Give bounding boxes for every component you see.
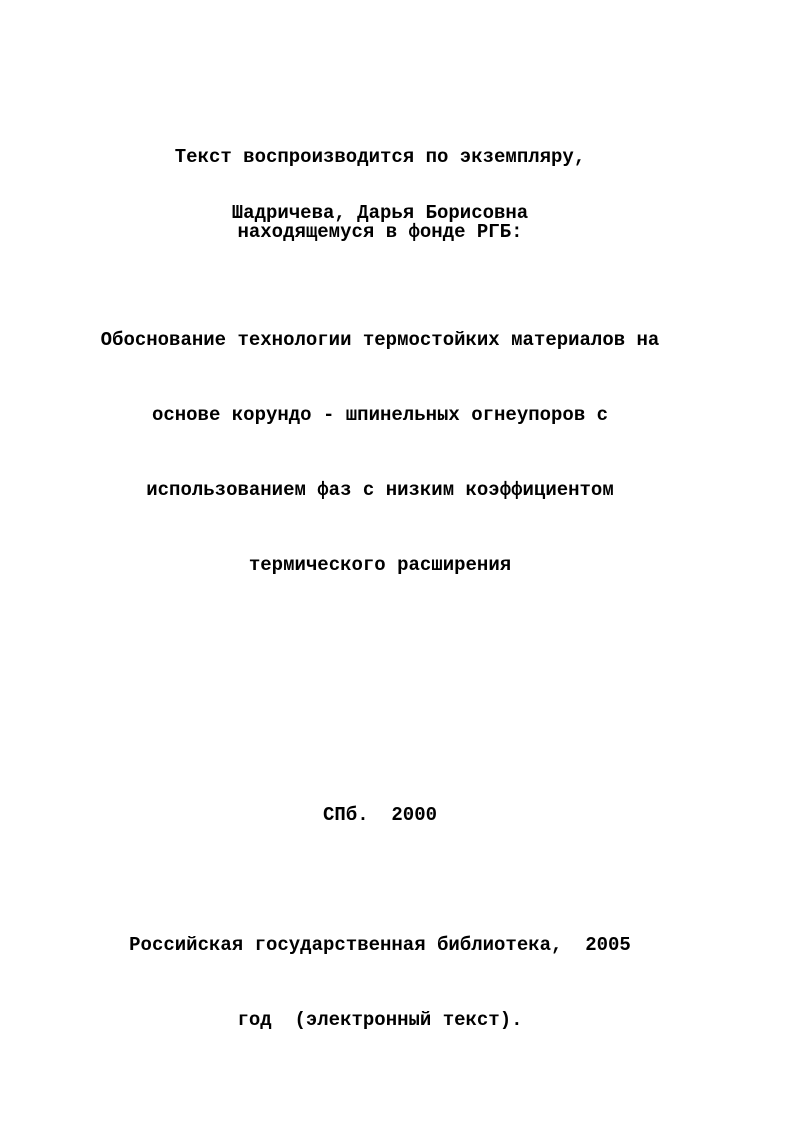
footer-line: год (электронный текст). xyxy=(237,1009,523,1031)
author-name: Шадричева, Дарья Борисовна xyxy=(231,202,529,224)
source-notice-line: находящемуся в фонде РГБ: xyxy=(237,221,523,243)
source-notice xyxy=(0,95,760,270)
title-line: Обоснование технологии термостойких материалов на xyxy=(100,329,660,351)
title-line: термического расширения xyxy=(248,554,512,576)
title-line: основе корундо - шпинельных огнеупоров с xyxy=(151,404,609,426)
document-title xyxy=(0,278,760,603)
title-line: использованием фаз с низким коэффициентом xyxy=(146,479,614,501)
footer-line: Российская государственная библиотека, 2005 xyxy=(129,934,631,956)
place-and-year: СПб. 2000 xyxy=(322,804,438,826)
source-notice-line: Текст воспроизводится по экземпляру, xyxy=(174,146,586,168)
library-footer xyxy=(0,883,760,1058)
